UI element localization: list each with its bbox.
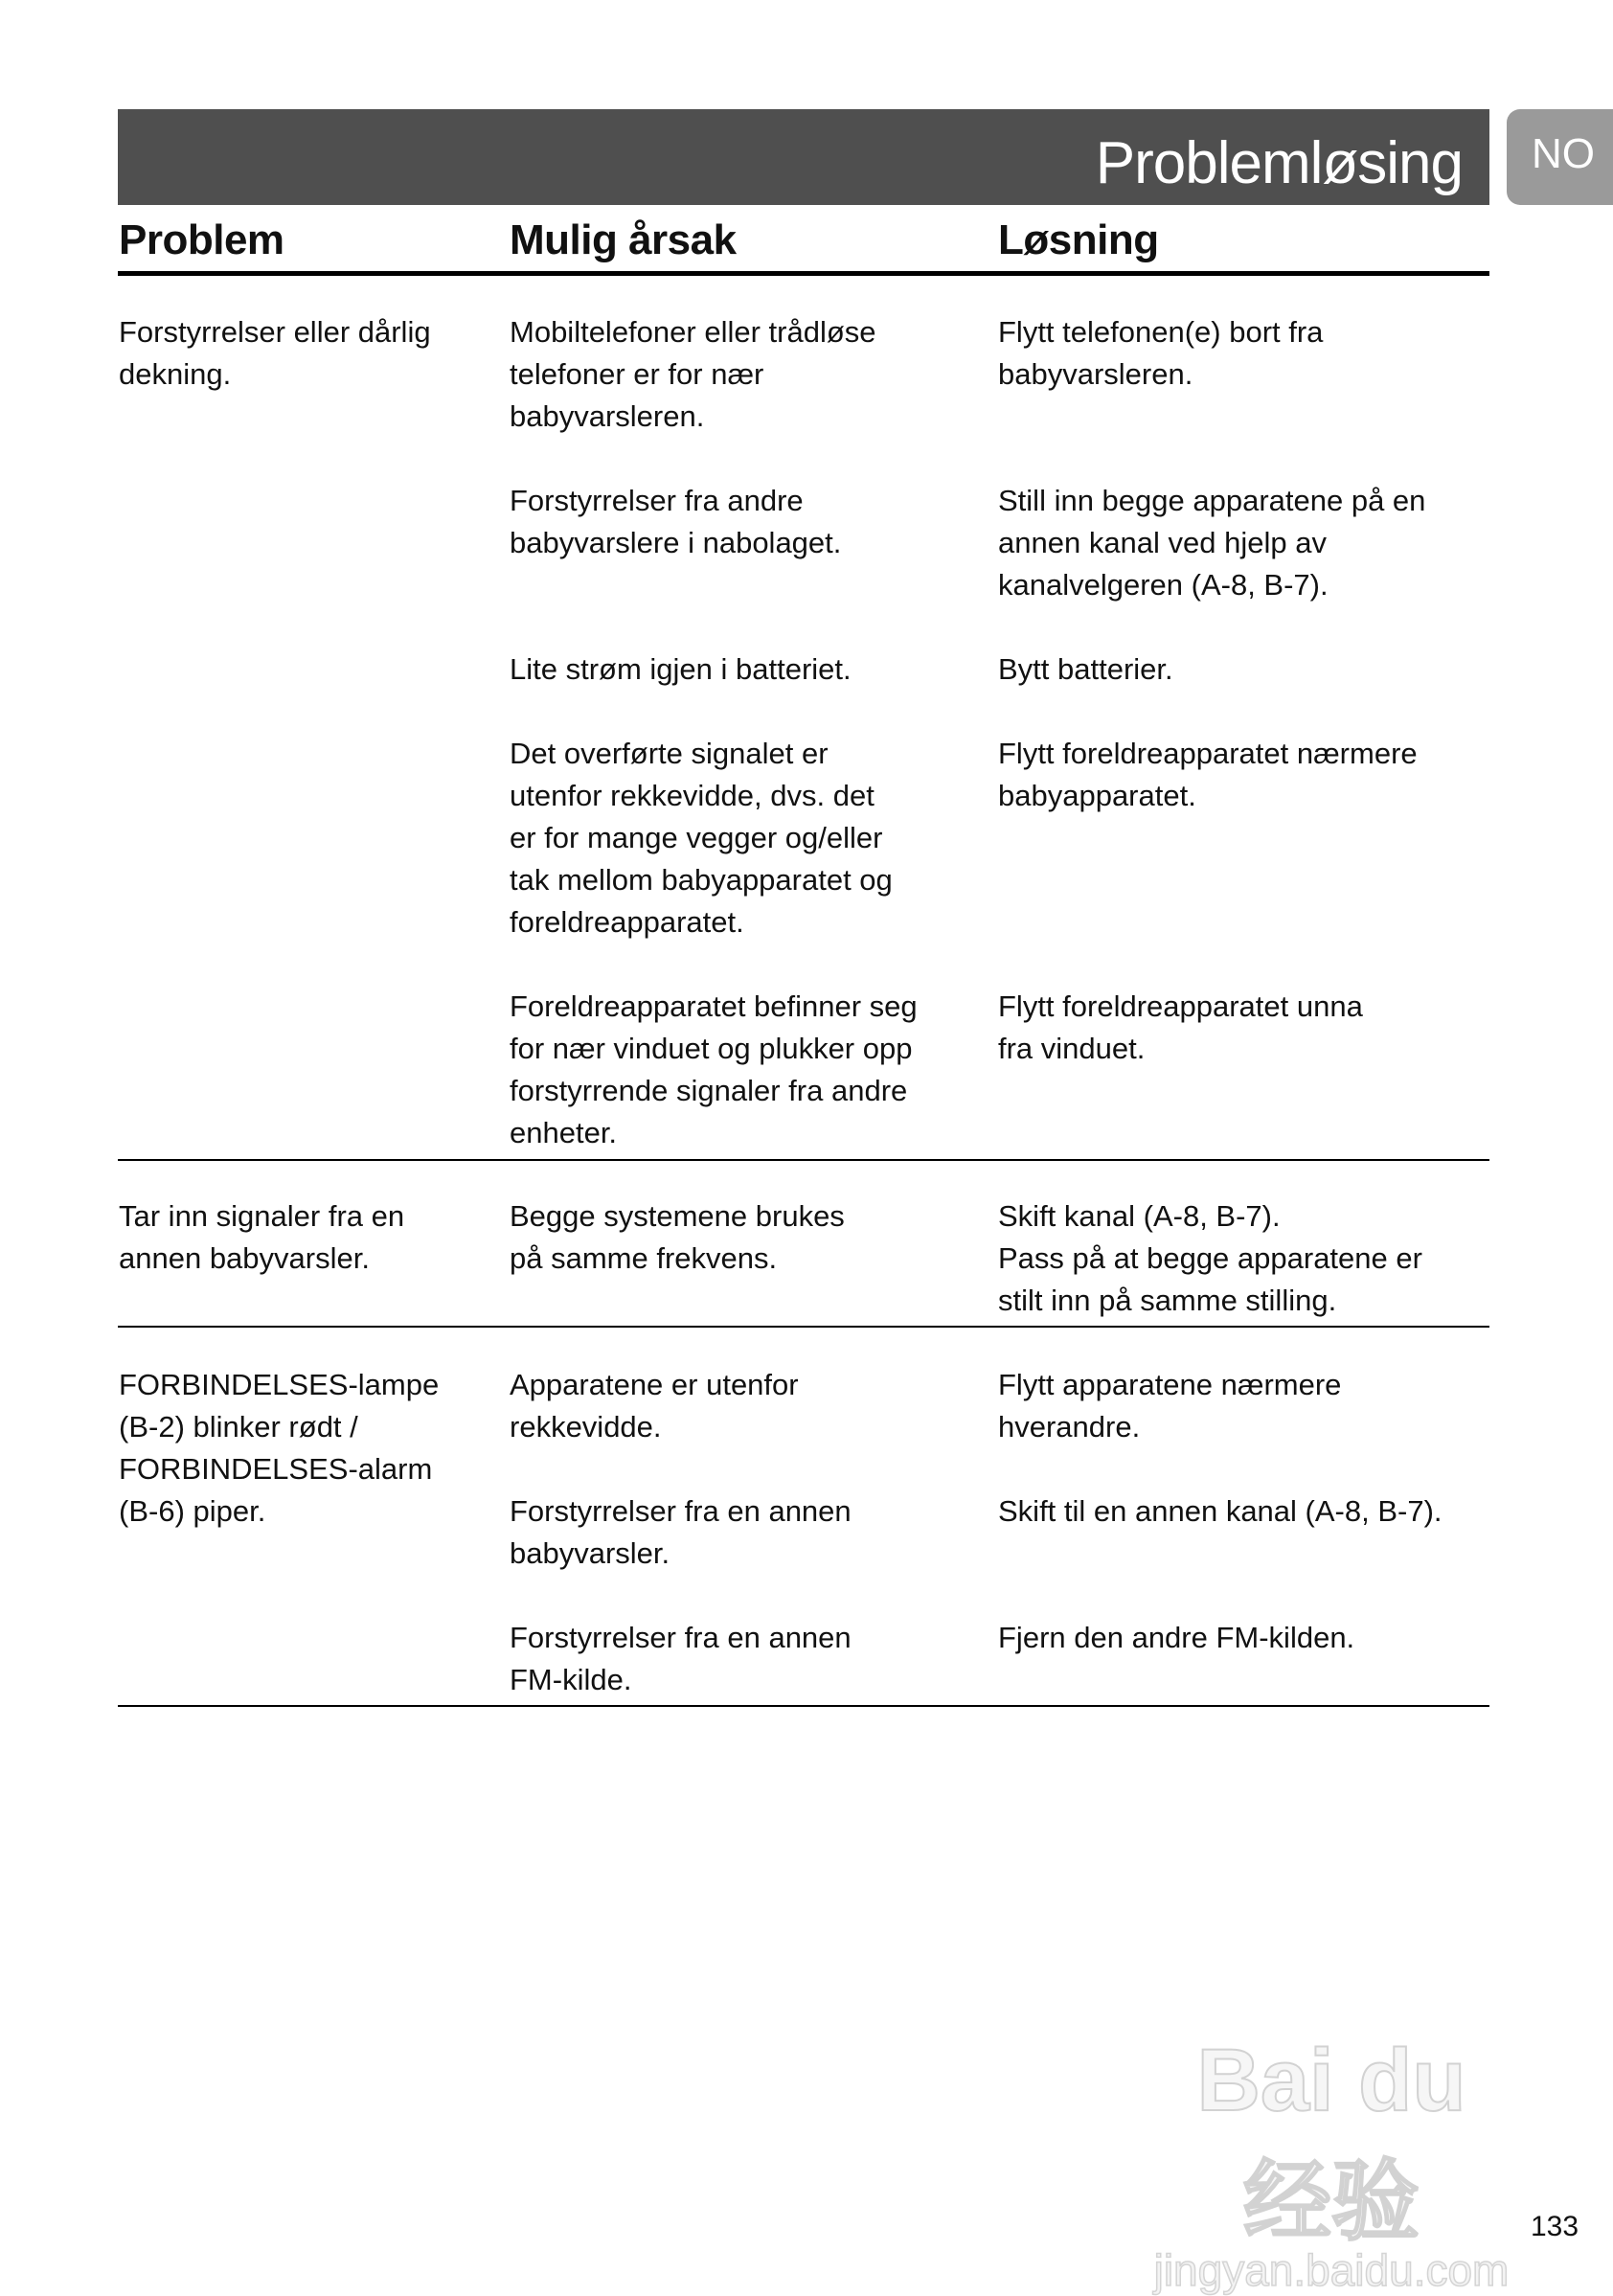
page-title: Problemløsing	[1095, 130, 1463, 196]
solution-cell: Still inn begge apparatene på en annen kanal ved hjelp av kanalvelgeren (A-8, B-7).	[998, 484, 1426, 602]
watermark-url: jingyan.baidu.com	[1153, 2245, 1510, 2295]
solution-cell: Skift kanal (A-8, B-7). Pass på at begge apparatene er stilt inn på samme stilling.	[998, 1199, 1422, 1317]
cause-cell: Det overførte signalet er utenfor rekkevidde, dvs. det er for mange vegger og/eller tak mellom babyapparatet og foreldreapparatet.	[510, 737, 893, 939]
column-header-solution: Løsning	[998, 216, 1159, 263]
cause-cell: Forstyrrelser fra en annen FM-kilde.	[510, 1621, 852, 1696]
solution-cell: Flytt apparatene nærmere hverandre.	[998, 1368, 1342, 1444]
cause-cell: Apparatene er utenfor rekkevidde.	[510, 1368, 799, 1444]
solution-cell: Flytt foreldreapparatet unna fra vinduet.	[998, 989, 1363, 1065]
solution-cell: Flytt telefonen(e) bort fra babyvarsleren.	[998, 315, 1324, 391]
solution-cell: Bytt batterier.	[998, 652, 1173, 686]
row-divider	[118, 1326, 1489, 1328]
problem-cell: Forstyrrelser eller dårlig dekning.	[119, 315, 431, 391]
problem-cell: FORBINDELSES-lampe (B-2) blinker rødt / FORBINDELSES-alarm (B-6) piper.	[119, 1368, 440, 1528]
cause-cell: Forstyrrelser fra andre babyvarslere i nabolaget.	[510, 484, 842, 559]
title-bar	[118, 109, 1489, 205]
column-header-cause: Mulig årsak	[510, 216, 737, 263]
cause-cell: Begge systemene brukes på samme frekvens.	[510, 1199, 845, 1275]
row-divider	[118, 1159, 1489, 1161]
solution-cell: Skift til en annen kanal (A-8, B-7).	[998, 1494, 1443, 1528]
column-header-problem: Problem	[119, 216, 284, 263]
row-divider	[118, 1705, 1489, 1707]
language-tab	[1507, 109, 1613, 205]
page-number: 133	[1531, 2211, 1579, 2242]
solution-cell: Flytt foreldreapparatet nærmere babyapparatet.	[998, 737, 1418, 812]
baidu-watermark	[1145, 2031, 1518, 2296]
cause-cell: Lite strøm igjen i batteriet.	[510, 652, 852, 686]
solution-cell: Fjern den andre FM-kilden.	[998, 1621, 1355, 1654]
cause-cell: Foreldreapparatet befinner seg for nær vinduet og plukker opp forstyrrende signaler fra andre enheter.	[510, 989, 918, 1149]
language-tab-label: NO	[1532, 130, 1595, 177]
problem-cell: Tar inn signaler fra en annen babyvarsler.	[119, 1199, 405, 1275]
watermark-logo: Bai du 经验	[1196, 2032, 1466, 2251]
cause-cell: Mobiltelefoner eller trådløse telefoner er for nær babyvarsleren.	[510, 315, 876, 433]
header-rule	[118, 271, 1489, 276]
cause-cell: Forstyrrelser fra en annen babyvarsler.	[510, 1494, 852, 1570]
